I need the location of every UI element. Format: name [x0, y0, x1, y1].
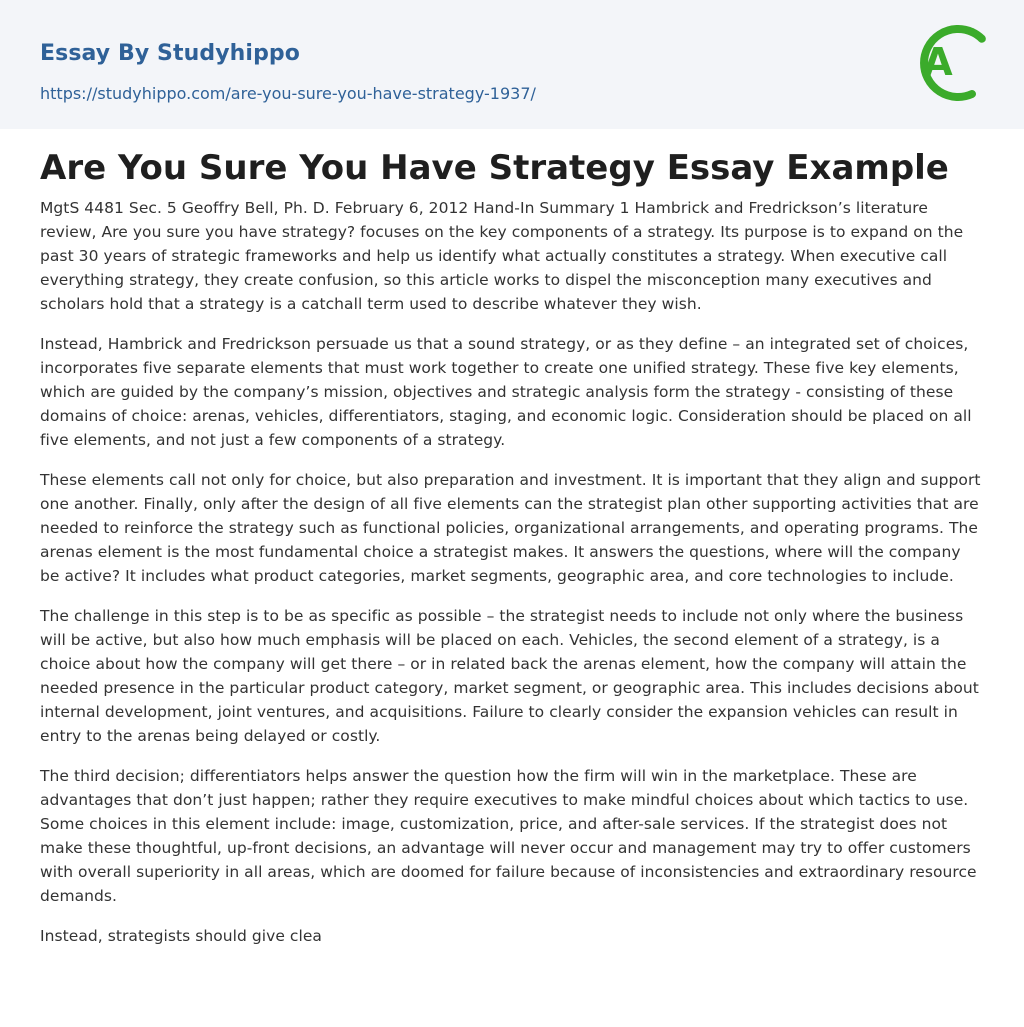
page-title: Are You Sure You Have Strategy Essay Example — [40, 148, 949, 188]
article-body — [40, 146, 984, 964]
paragraph: Instead, Hambrick and Fredrickson persuade us that a sound strategy, or as they define – an integrated set of choices, incorporates five separate elements that must work together to create one unified strategy. These five key elements, which are guided by the company’s mission, objectives and strategic analysis form the strategy - consisting of these domains of choice: arenas, vehicles, differentiators, staging, and economic logic. Consideration should be placed on all five elements, and not just a few components of a strategy. — [40, 335, 972, 449]
paragraph: The challenge in this step is to be as specific as possible – the strategist needs to include not only where the business will be active, but also how much emphasis will be placed on each. Vehicles, the second element of a strategy, is a choice about how the company will get there – or in related back the arenas element, how the company will attain the needed presence in the particular product category, market segment, or geographic area. This includes decisions about internal development, joint ventures, and acquisitions. Failure to clearly consider the expansion vehicles can result in entry to the arenas being delayed or costly. — [40, 607, 979, 745]
paragraph: The third decision; differentiators helps answer the question how the firm will win in the marketplace. These are advantages that don’t just happen; rather they require executives to make mindful choices about which tactics to use. Some choices in this element include: image, customization, price, and after-sale services. If the strategist does not make these thoughtful, up-front decisions, an advantage will never occur and management may try to offer customers with overall superiority in all areas, which are doomed for failure because of inconsistencies and extraordinary resource demands. — [40, 767, 977, 905]
site-header — [0, 0, 1024, 129]
paragraph: These elements call not only for choice, but also preparation and investment. It is important that they align and support one another. Finally, only after the design of all five elements can the strategist plan other supporting activities that are needed to reinforce the strategy such as functional policies, organizational arrangements, and operating programs. The arenas element is the most fundamental choice a strategist makes. It answers the questions, where will the company be active? It includes what product categories, market segments, geographic area, and core technologies to include. — [40, 471, 981, 585]
site-brand[interactable]: Essay By Studyhippo — [40, 41, 300, 66]
studyhippo-logo-icon[interactable] — [912, 20, 986, 106]
logo-letter: A — [923, 40, 953, 84]
essay-url-link[interactable]: https://studyhippo.com/are-you-sure-you-have-strategy-1937/ — [40, 84, 536, 103]
paragraph: MgtS 4481 Sec. 5 Geoffry Bell, Ph. D. February 6, 2012 Hand-In Summary 1 Hambrick and Fredrickson’s literature review, Are you sure you have strategy? focuses on the key components of a strategy. Its purpose is to expand on the past 30 years of strategic frameworks and help us identify what actually constitutes a strategy. When executive call everything strategy, they create confusion, so this article works to dispel the misconception many executives and scholars hold that a strategy is a catchall term used to describe whatever they wish. — [40, 199, 964, 313]
paragraph: Instead, strategists should give clea — [40, 927, 322, 945]
